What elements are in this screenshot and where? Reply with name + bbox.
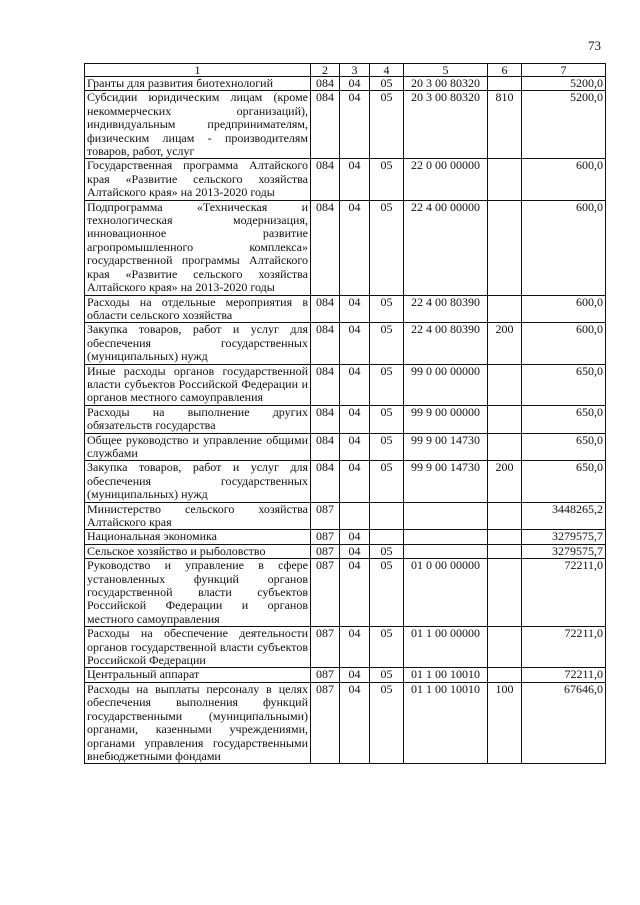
amount: 600,0 [522, 159, 606, 200]
table-row [85, 559, 606, 627]
subsection-code: 05 [370, 77, 404, 91]
subsection-code: 05 [370, 159, 404, 200]
target-article-code: 01 1 00 00000 [404, 627, 488, 668]
subsection-code: 05 [370, 364, 404, 405]
admin-code: 087 [311, 559, 340, 627]
item-name: Расходы на отдельные мероприятия в области сельского хозяйства [85, 295, 311, 323]
subsection-code: 05 [370, 682, 404, 763]
subsection-code [370, 530, 404, 544]
amount: 72211,0 [522, 668, 606, 682]
expense-type-code [488, 668, 522, 682]
table-row [85, 295, 606, 323]
amount: 3279575,7 [522, 530, 606, 544]
target-article-code [404, 530, 488, 544]
admin-code: 087 [311, 627, 340, 668]
target-article-code: 99 0 00 00000 [404, 364, 488, 405]
expense-type-code [488, 295, 522, 323]
section-code: 04 [340, 668, 370, 682]
item-name: Иные расходы органов государственной власти субъектов Российской Федерации и органов местного самоуправления [85, 364, 311, 405]
section-code: 04 [340, 323, 370, 364]
section-code: 04 [340, 544, 370, 558]
amount: 600,0 [522, 323, 606, 364]
expense-type-code: 200 [488, 461, 522, 502]
table-row [85, 627, 606, 668]
column-header: 3 [340, 64, 370, 77]
section-code: 04 [340, 559, 370, 627]
amount: 72211,0 [522, 559, 606, 627]
column-header: 5 [404, 64, 488, 77]
admin-code: 084 [311, 91, 340, 159]
section-code: 04 [340, 627, 370, 668]
expense-type-code [488, 405, 522, 433]
item-name: Закупка товаров, работ и услуг для обеспечения государственных (муниципальных) нужд [85, 461, 311, 502]
item-name: Расходы на обеспечение деятельности органов государственной власти субъектов Российской Федерации [85, 627, 311, 668]
admin-code: 084 [311, 323, 340, 364]
subsection-code [370, 502, 404, 530]
section-code: 04 [340, 530, 370, 544]
subsection-code: 05 [370, 200, 404, 295]
subsection-code: 05 [370, 91, 404, 159]
table-row [85, 91, 606, 159]
column-header: 7 [522, 64, 606, 77]
section-code: 04 [340, 77, 370, 91]
amount: 650,0 [522, 433, 606, 461]
item-name: Подпрограмма «Техническая и технологическая модернизация, инновационное развитие агропромышленного комплекса» государственной программы Алтайского края «Развитие сельского хозяйства Алтайского края» на 2013-2020 годы [85, 200, 311, 295]
item-name: Центральный аппарат [85, 668, 311, 682]
item-name: Сельское хозяйство и рыболовство [85, 544, 311, 558]
amount: 650,0 [522, 364, 606, 405]
section-code: 04 [340, 364, 370, 405]
item-name: Национальная экономика [85, 530, 311, 544]
section-code: 04 [340, 200, 370, 295]
target-article-code: 99 9 00 14730 [404, 433, 488, 461]
target-article-code: 99 9 00 14730 [404, 461, 488, 502]
admin-code: 084 [311, 77, 340, 91]
section-code [340, 502, 370, 530]
subsection-code: 05 [370, 627, 404, 668]
table-row [85, 323, 606, 364]
target-article-code: 01 1 00 10010 [404, 682, 488, 763]
admin-code: 087 [311, 544, 340, 558]
table-row [85, 682, 606, 763]
subsection-code: 05 [370, 668, 404, 682]
amount: 5200,0 [522, 77, 606, 91]
page-number: 73 [588, 38, 601, 53]
target-article-code: 01 0 00 00000 [404, 559, 488, 627]
expense-type-code [488, 433, 522, 461]
section-code: 04 [340, 91, 370, 159]
column-header: 1 [85, 64, 311, 77]
amount: 5200,0 [522, 91, 606, 159]
expense-type-code [488, 502, 522, 530]
amount: 600,0 [522, 200, 606, 295]
admin-code: 084 [311, 295, 340, 323]
subsection-code: 05 [370, 544, 404, 558]
item-name: Руководство и управление в сфере установленных функций органов государственной власти субъектов Российской Федерации и органов местного самоуправления [85, 559, 311, 627]
subsection-code: 05 [370, 461, 404, 502]
expense-type-code [488, 159, 522, 200]
admin-code: 084 [311, 364, 340, 405]
table-row [85, 544, 606, 558]
target-article-code: 20 3 00 80320 [404, 77, 488, 91]
column-header: 4 [370, 64, 404, 77]
section-code: 04 [340, 461, 370, 502]
column-header: 6 [488, 64, 522, 77]
subsection-code: 05 [370, 323, 404, 364]
column-header: 2 [311, 64, 340, 77]
expense-type-code [488, 200, 522, 295]
table-row [85, 461, 606, 502]
item-name: Субсидии юридическим лицам (кроме некоммерческих организаций), индивидуальным предпринимателям, физическим лицам - производителям товаров, работ, услуг [85, 91, 311, 159]
expense-type-code: 100 [488, 682, 522, 763]
target-article-code: 22 4 00 00000 [404, 200, 488, 295]
target-article-code [404, 544, 488, 558]
item-name: Общее руководство и управление общими службами [85, 433, 311, 461]
admin-code: 084 [311, 461, 340, 502]
target-article-code: 01 1 00 10010 [404, 668, 488, 682]
amount: 72211,0 [522, 627, 606, 668]
item-name: Расходы на выполнение других обязательств государства [85, 405, 311, 433]
subsection-code: 05 [370, 405, 404, 433]
admin-code: 084 [311, 200, 340, 295]
admin-code: 087 [311, 682, 340, 763]
expense-type-code: 810 [488, 91, 522, 159]
table-row [85, 405, 606, 433]
budget-table [84, 63, 606, 764]
table-row [85, 668, 606, 682]
expense-type-code [488, 530, 522, 544]
target-article-code: 22 4 00 80390 [404, 323, 488, 364]
amount: 650,0 [522, 405, 606, 433]
section-code: 04 [340, 433, 370, 461]
amount: 600,0 [522, 295, 606, 323]
admin-code: 087 [311, 530, 340, 544]
target-article-code [404, 502, 488, 530]
table-row [85, 364, 606, 405]
table-row [85, 433, 606, 461]
table-row [85, 502, 606, 530]
item-name: Расходы на выплаты персоналу в целях обеспечения выполнения функций государственными (муниципальными) органами, казенными учреждениями, органами управления государственными внебюджетными фондами [85, 682, 311, 763]
item-name: Закупка товаров, работ и услуг для обеспечения государственных (муниципальных) нужд [85, 323, 311, 364]
target-article-code: 22 0 00 00000 [404, 159, 488, 200]
subsection-code: 05 [370, 433, 404, 461]
amount: 650,0 [522, 461, 606, 502]
table-row [85, 530, 606, 544]
expense-type-code [488, 364, 522, 405]
admin-code: 084 [311, 405, 340, 433]
item-name: Министерство сельского хозяйства Алтайского края [85, 502, 311, 530]
subsection-code: 05 [370, 559, 404, 627]
amount: 3448265,2 [522, 502, 606, 530]
expense-type-code [488, 559, 522, 627]
expense-type-code: 200 [488, 323, 522, 364]
table-row [85, 77, 606, 91]
header-row [85, 64, 606, 77]
expense-type-code [488, 544, 522, 558]
admin-code: 087 [311, 502, 340, 530]
item-name: Государственная программа Алтайского края «Развитие сельского хозяйства Алтайского края» на 2013-2020 годы [85, 159, 311, 200]
table-row [85, 159, 606, 200]
target-article-code: 20 3 00 80320 [404, 91, 488, 159]
amount: 67646,0 [522, 682, 606, 763]
table-row [85, 200, 606, 295]
item-name: Гранты для развития биотехнологий [85, 77, 311, 91]
section-code: 04 [340, 159, 370, 200]
subsection-code: 05 [370, 295, 404, 323]
expense-type-code [488, 77, 522, 91]
admin-code: 084 [311, 433, 340, 461]
section-code: 04 [340, 295, 370, 323]
section-code: 04 [340, 682, 370, 763]
target-article-code: 22 4 00 80390 [404, 295, 488, 323]
expense-type-code [488, 627, 522, 668]
admin-code: 087 [311, 668, 340, 682]
target-article-code: 99 9 00 00000 [404, 405, 488, 433]
section-code: 04 [340, 405, 370, 433]
amount: 3279575,7 [522, 544, 606, 558]
admin-code: 084 [311, 159, 340, 200]
